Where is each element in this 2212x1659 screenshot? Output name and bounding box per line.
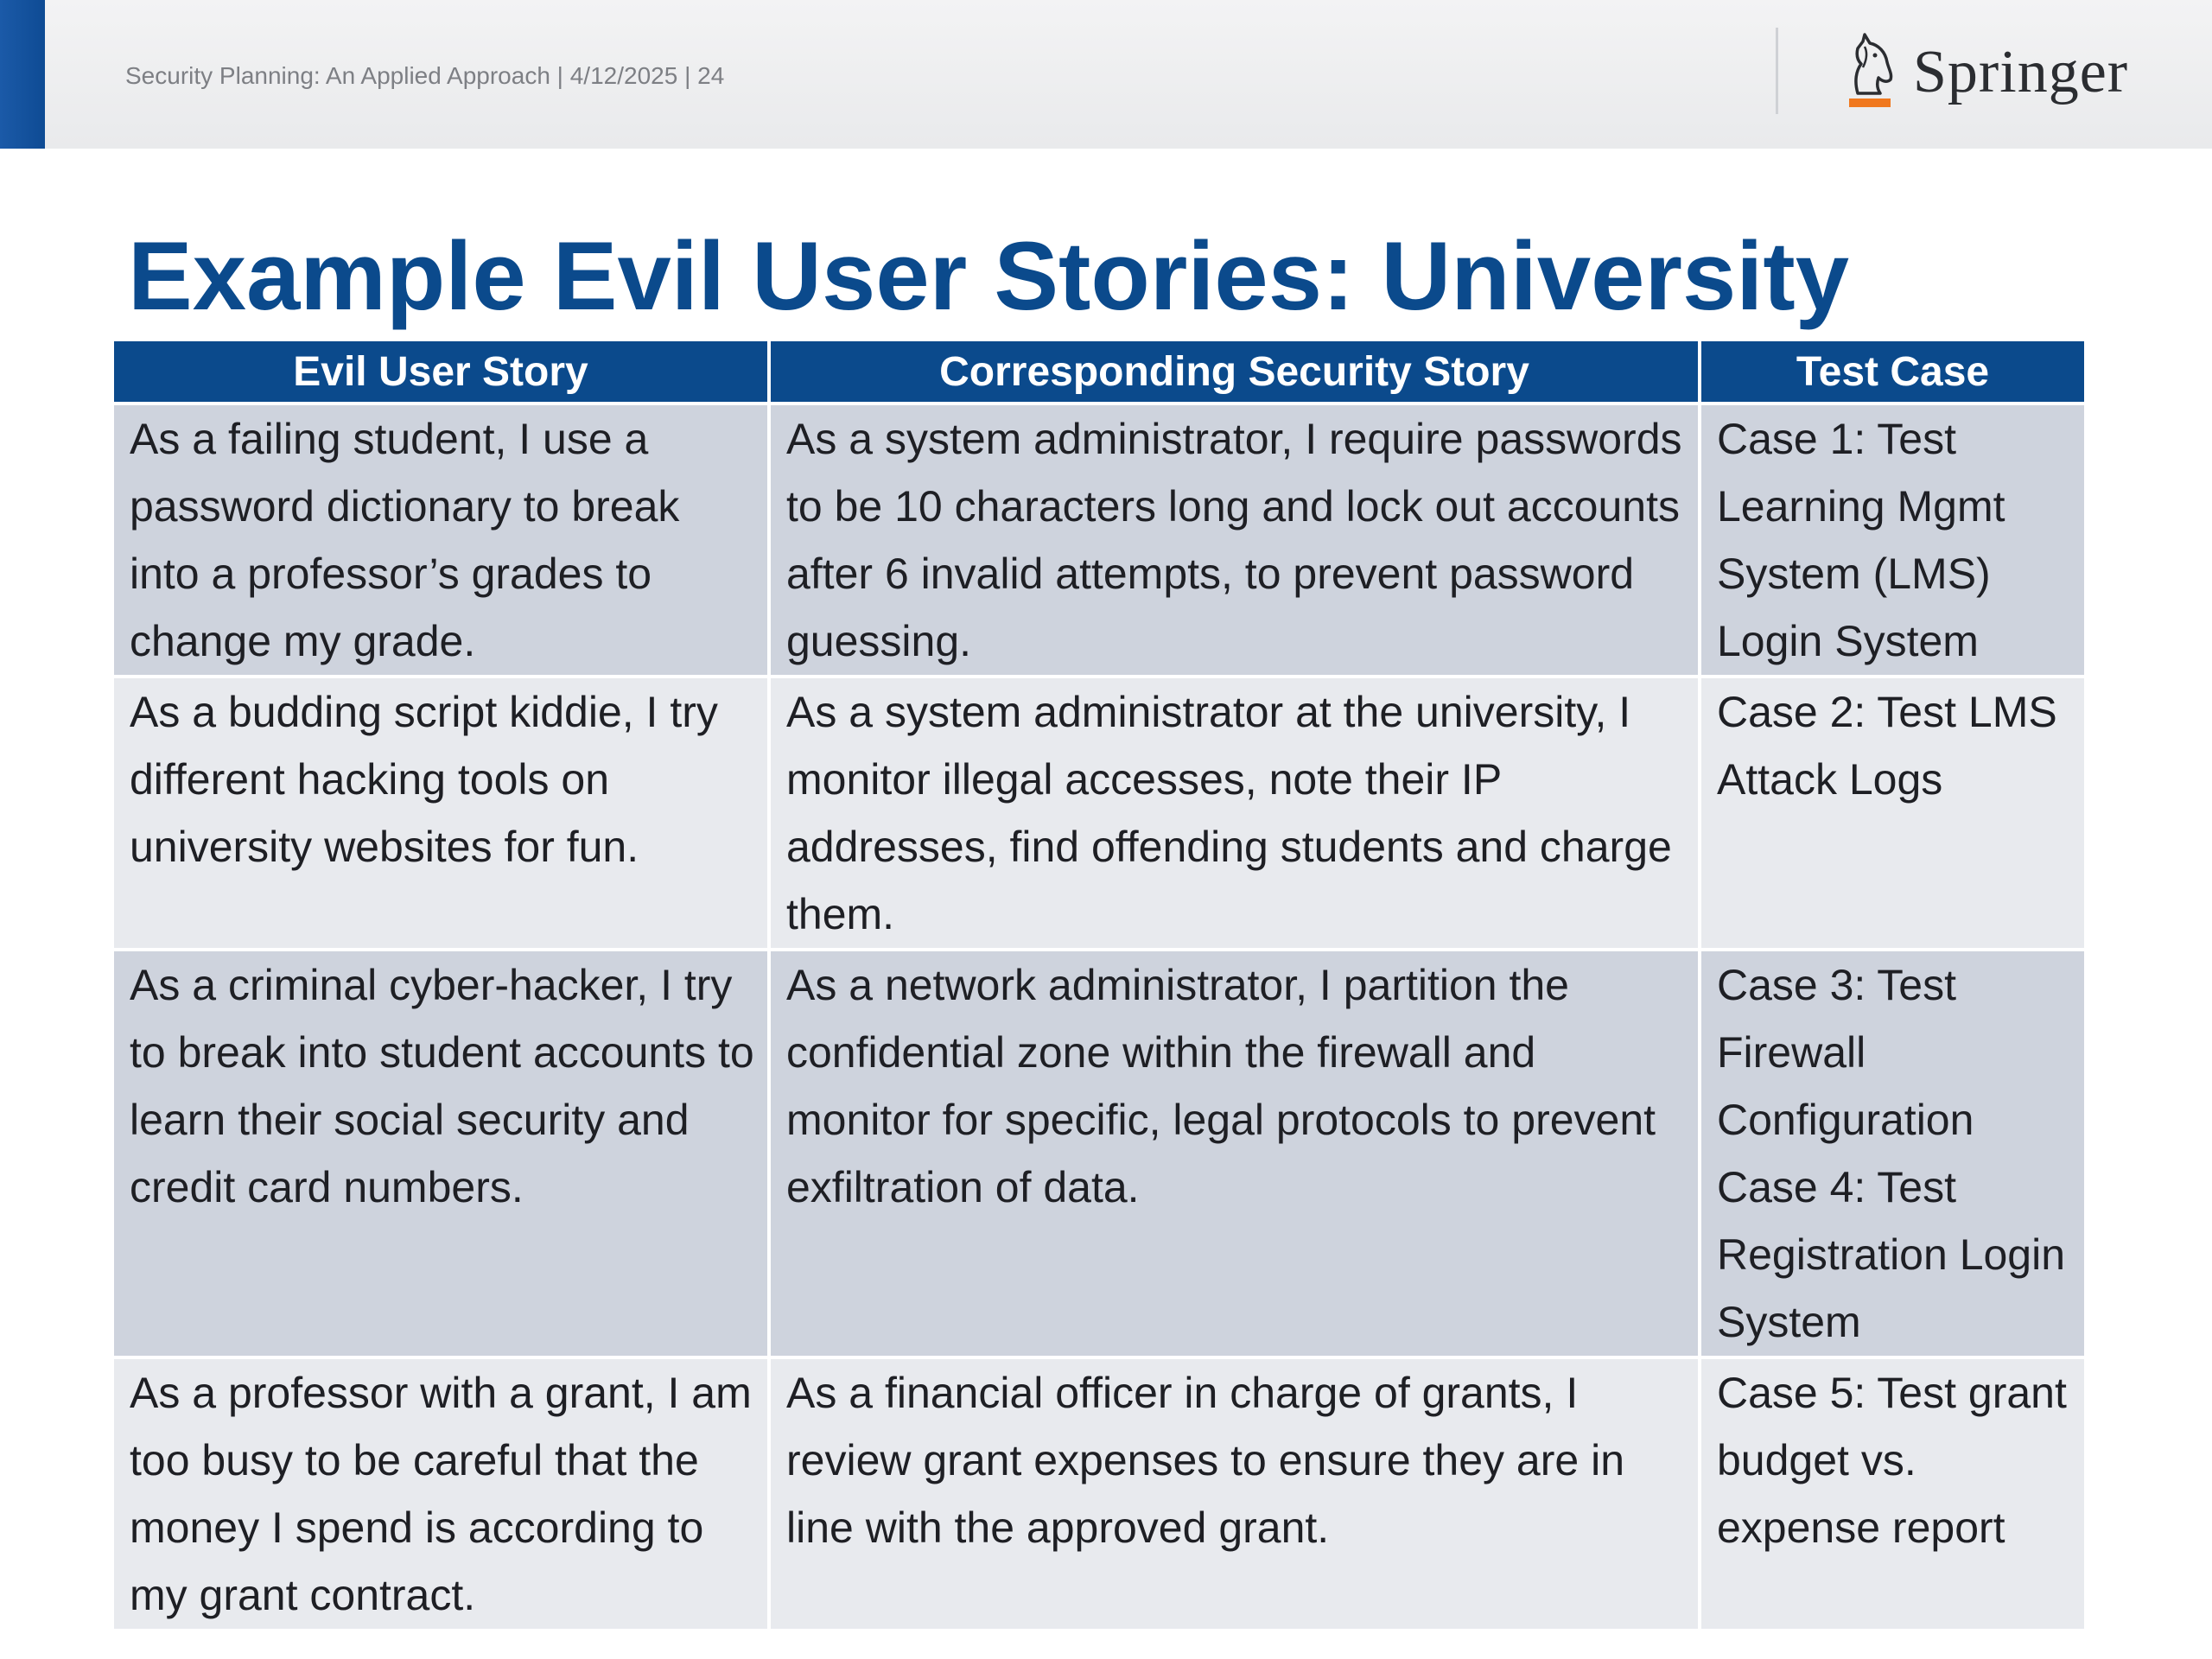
slide-footer-text: Security Planning: An Applied Approach | 4/12/2025 | 24	[125, 62, 725, 89]
test-case-cell	[1700, 1357, 2084, 1629]
test-case-item: Case 3: Test Firewall Configuration	[1717, 961, 1974, 1144]
table-row	[114, 1357, 2084, 1629]
test-case-item: Case 4: Test Registration Login System	[1717, 1163, 2066, 1346]
table-row	[114, 404, 2084, 677]
test-case-item: Case 1: Test Learning Mgmt System (LMS) Login System	[1717, 415, 2005, 665]
test-case-cell	[1700, 950, 2084, 1357]
test-case-item: Case 2: Test LMS Attack Logs	[1717, 688, 2057, 804]
evil-user-story-cell: As a failing student, I use a password dictionary to break into a professor’s grades to change my grade.	[114, 404, 769, 677]
security-story-cell: As a system administrator at the university, I monitor illegal accesses, note their IP addresses, find offending students and charge them.	[769, 677, 1700, 950]
test-case-cell	[1700, 404, 2084, 677]
accent-stripe	[0, 0, 45, 149]
header-bar	[0, 0, 2212, 149]
evil-user-story-cell: As a professor with a grant, I am too busy to be careful that the money I spend is according to my grant contract.	[114, 1357, 769, 1629]
table-header-row	[114, 341, 2084, 404]
column-header-test-case: Test Case	[1700, 341, 2084, 404]
table-row	[114, 677, 2084, 950]
column-header-security-story: Corresponding Security Story	[769, 341, 1700, 404]
evil-user-story-cell: As a budding script kiddie, I try different hacking tools on university websites for fun.	[114, 677, 769, 950]
test-case-cell	[1700, 677, 2084, 950]
publisher-logo	[1839, 29, 2128, 116]
security-story-cell: As a financial officer in charge of grants, I review grant expenses to ensure they are in line with the approved grant.	[769, 1357, 1700, 1629]
slide-title: Example Evil User Stories: University	[128, 222, 1849, 330]
table-row	[114, 950, 2084, 1357]
test-case-item: Case 5: Test grant budget vs. expense report	[1717, 1369, 2067, 1552]
evil-user-story-cell: As a criminal cyber-hacker, I try to break into student accounts to learn their social security and credit card numbers.	[114, 950, 769, 1357]
column-header-evil-user-story: Evil User Story	[114, 341, 769, 404]
security-story-cell: As a system administrator, I require passwords to be 10 characters long and lock out accounts after 6 invalid attempts, to prevent password guessing.	[769, 404, 1700, 677]
logo-divider	[1776, 28, 1778, 114]
springer-horse-logo-icon	[1839, 33, 1901, 112]
publisher-name: Springer	[1913, 39, 2129, 105]
security-story-cell: As a network administrator, I partition the confidential zone within the firewall and monitor for specific, legal protocols to prevent exfiltration of data.	[769, 950, 1700, 1357]
evil-user-stories-table	[114, 341, 2084, 1629]
